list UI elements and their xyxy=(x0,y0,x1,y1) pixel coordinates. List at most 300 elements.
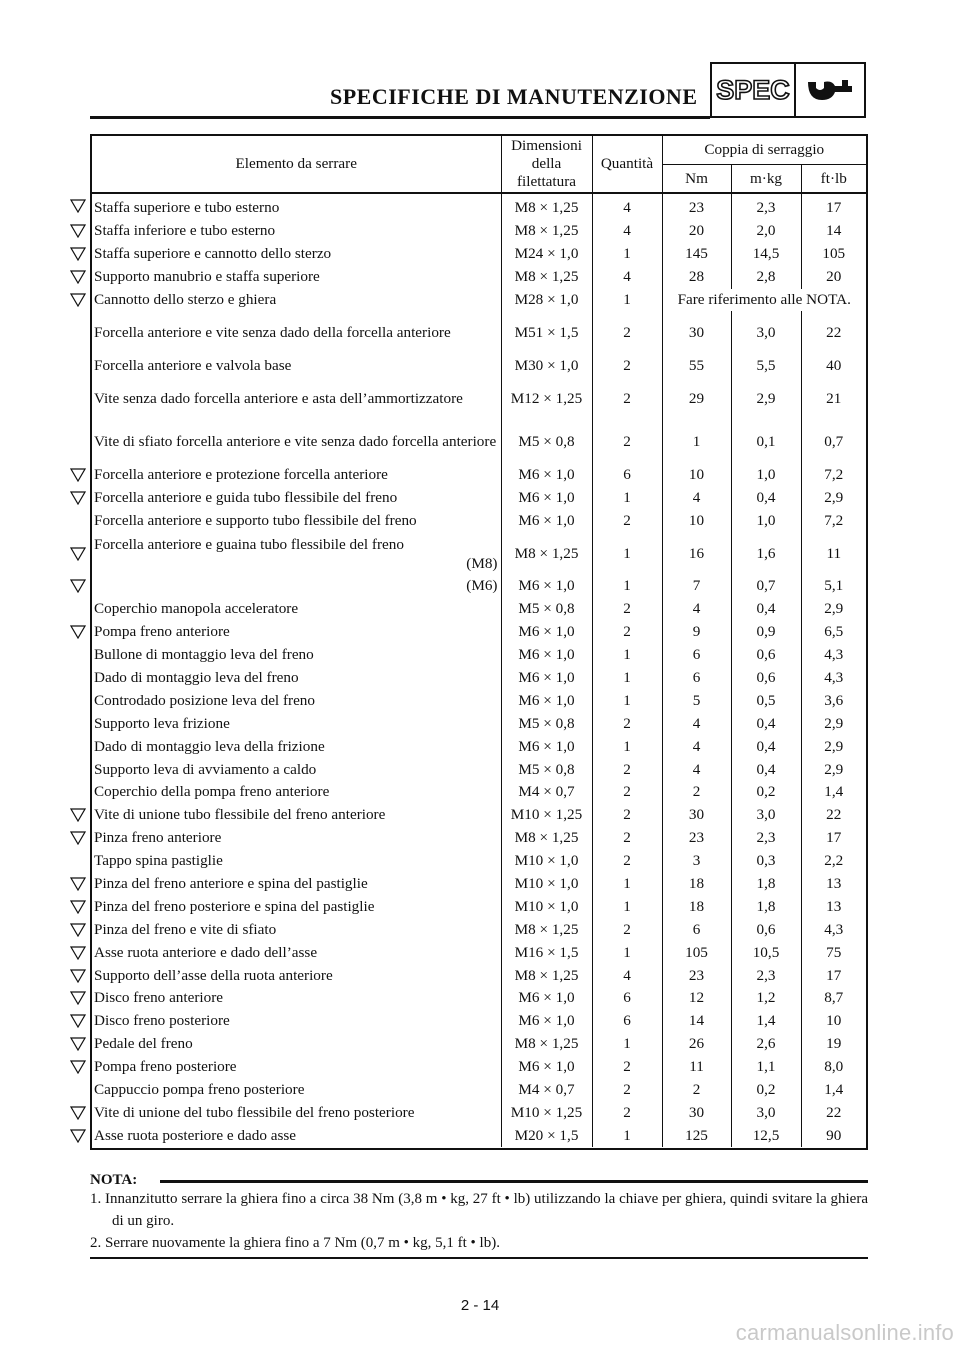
cell-mkg: 1,8 xyxy=(731,895,801,918)
cell-nm: 2 xyxy=(662,1079,731,1102)
cell-mkg: 3,0 xyxy=(731,804,801,827)
item-name: Tappo spina pastiglie xyxy=(94,852,223,870)
cell-qty: 2 xyxy=(592,758,662,781)
cell-thread: M10 × 1,0 xyxy=(501,873,592,896)
cell-nm: 2 xyxy=(662,781,731,804)
nota-label: NOTA: xyxy=(90,1172,138,1188)
cell-nm: 4 xyxy=(662,486,731,509)
cell-thread: M6 × 1,0 xyxy=(501,689,592,712)
cell-mkg: 10,5 xyxy=(731,941,801,964)
cell-ftlb: 17 xyxy=(826,966,842,984)
tighten-mark-icon xyxy=(70,247,86,261)
table-row xyxy=(92,987,866,1010)
col-torque-header: Coppia di serraggio xyxy=(704,141,825,158)
cell-item xyxy=(92,1102,501,1125)
note-item-2: 2. Serrare nuovamente la ghiera fino a 7 Nm (0,7 m • kg, 5,1 ft • lb). xyxy=(90,1235,500,1251)
item-name: Vite senza dado forcella anteriore e asta dell’ammortizzatore xyxy=(94,389,463,407)
cell-item xyxy=(92,827,501,850)
cell-mkg: 0,1 xyxy=(731,420,801,463)
tighten-mark-icon xyxy=(70,1106,86,1120)
table-row xyxy=(92,644,866,667)
cell-mkg: 0,6 xyxy=(731,644,801,667)
cell-qty: 2 xyxy=(592,621,662,644)
tighten-mark-icon xyxy=(70,991,86,1005)
table-row xyxy=(92,289,866,312)
cell-item xyxy=(92,1079,501,1102)
cell-thread: M12 × 1,25 xyxy=(501,377,592,420)
tighten-mark-icon xyxy=(70,831,86,845)
item-name: Pedale del freno xyxy=(94,1035,193,1053)
page-number: 2 - 14 xyxy=(460,1297,500,1314)
item-name: Cappuccio pompa freno posteriore xyxy=(94,1081,305,1099)
cell-qty: 4 xyxy=(592,220,662,243)
cell-item xyxy=(92,987,501,1010)
table-row xyxy=(92,1033,866,1056)
cell-nm: 29 xyxy=(662,377,731,420)
item-name: Staffa inferiore e tubo esterno xyxy=(94,222,276,240)
cell-mkg: 1,4 xyxy=(731,1010,801,1033)
item-name: Forcella anteriore e supporto tubo flessibile del freno xyxy=(94,511,417,529)
tighten-mark-icon xyxy=(70,270,86,284)
cell-nm: 105 xyxy=(662,941,731,964)
tighten-mark-icon xyxy=(70,468,86,482)
cell-nm: 12 xyxy=(662,987,731,1010)
cell-nm: 6 xyxy=(662,918,731,941)
cell-qty: 1 xyxy=(592,735,662,758)
table-row xyxy=(92,486,866,509)
cell-nm: 28 xyxy=(662,266,731,289)
cell-qty: 1 xyxy=(592,486,662,509)
cell-item xyxy=(92,873,501,896)
table-row xyxy=(92,243,866,266)
cell-item xyxy=(92,712,501,735)
wrench-icon xyxy=(796,64,864,116)
tighten-mark-icon xyxy=(70,1014,86,1028)
cell-thread: M8 × 1,25 xyxy=(501,964,592,987)
spec-badge-label: SPEC xyxy=(712,64,796,116)
cell-mkg: 2,3 xyxy=(731,964,801,987)
cell-qty: 4 xyxy=(592,266,662,289)
item-name: Coperchio manopola acceleratore xyxy=(94,600,299,618)
item-name: Cannotto dello sterzo e ghiera xyxy=(94,291,277,308)
cell-thread: M6 × 1,0 xyxy=(501,644,592,667)
table-row xyxy=(92,667,866,690)
cell-ftlb: 8,0 xyxy=(824,1058,844,1076)
cell-mkg: 0,6 xyxy=(731,667,801,690)
cell-item xyxy=(92,918,501,941)
table-row xyxy=(92,463,866,486)
cell-ftlb: 0,7 xyxy=(824,432,844,450)
cell-nm: 7 xyxy=(662,575,731,598)
cell-mkg: 0,2 xyxy=(731,781,801,804)
table-row xyxy=(92,377,866,420)
cell-nm: 4 xyxy=(662,758,731,781)
cell-nm: 20 xyxy=(662,220,731,243)
cell-nm: 16 xyxy=(662,532,731,575)
cell-item xyxy=(92,781,501,804)
cell-nm: 125 xyxy=(662,1124,731,1147)
table-row xyxy=(92,895,866,918)
spec-badge xyxy=(710,62,866,118)
cell-item xyxy=(92,1010,501,1033)
cell-qty: 2 xyxy=(592,850,662,873)
item-name: Vite di unione del tubo flessibile del freno posteriore xyxy=(94,1103,415,1121)
cell-item xyxy=(92,266,501,289)
cell-item xyxy=(92,598,501,621)
tighten-mark-icon xyxy=(70,579,86,593)
col-qty-header: Quantità xyxy=(592,136,662,193)
item-name: Coperchio della pompa freno anteriore xyxy=(94,783,330,801)
cell-ftlb: 3,6 xyxy=(824,691,844,709)
cell-mkg: 2,9 xyxy=(731,377,801,420)
cell-thread: M16 × 1,5 xyxy=(501,941,592,964)
item-name: Forcella anteriore e guaina tubo flessibile del freno xyxy=(94,535,404,553)
cell-ftlb: 6,5 xyxy=(824,623,844,641)
cell-ftlb: 14 xyxy=(826,222,842,240)
cell-ftlb: 4,3 xyxy=(824,669,844,687)
tighten-mark-icon xyxy=(70,224,86,238)
item-name: Forcella anteriore e vite senza dado della forcella anteriore xyxy=(94,323,451,341)
item-name: Bullone di montaggio leva del freno xyxy=(94,646,314,664)
cell-qty: 1 xyxy=(592,532,662,575)
cell-thread: M8 × 1,25 xyxy=(501,193,592,220)
tighten-mark-icon xyxy=(70,547,86,561)
cell-ftlb: 13 xyxy=(826,875,842,893)
page-title: SPECIFICHE DI MANUTENZIONE xyxy=(330,84,698,109)
cell-nm: 55 xyxy=(662,354,731,377)
cell-thread: M8 × 1,25 xyxy=(501,532,592,575)
cell-nm: 145 xyxy=(662,243,731,266)
cell-mkg: 0,4 xyxy=(731,712,801,735)
cell-mkg: 0,4 xyxy=(731,486,801,509)
cell-item xyxy=(92,1124,501,1147)
note-item-1: 1. Innanzitutto serrare la ghiera fino a circa 38 Nm (3,8 m • kg, 27 ft • lb) utilizzando la chiave per ghiera, quindi svitare la ghiera di un giro. xyxy=(90,1191,868,1229)
item-name: Staffa superiore e cannotto dello sterzo xyxy=(94,245,332,263)
cell-ftlb: 22 xyxy=(826,806,842,824)
item-name: Forcella anteriore e valvola base xyxy=(94,356,292,374)
table-row xyxy=(92,1124,866,1147)
item-name: Asse ruota anteriore e dado dell’asse xyxy=(94,943,318,961)
cell-qty: 1 xyxy=(592,895,662,918)
cell-thread: M6 × 1,0 xyxy=(501,1010,592,1033)
cell-mkg: 1,0 xyxy=(731,509,801,532)
cell-nm: 18 xyxy=(662,895,731,918)
cell-qty: 2 xyxy=(592,712,662,735)
cell-ftlb: 11 xyxy=(826,544,842,562)
cell-ftlb: 1,4 xyxy=(824,1081,844,1099)
cell-nm: 4 xyxy=(662,735,731,758)
cell-item xyxy=(92,621,501,644)
cell-ftlb: 2,9 xyxy=(824,714,844,732)
table-row xyxy=(92,1010,866,1033)
cell-ftlb: 75 xyxy=(826,943,842,961)
table-row xyxy=(92,354,866,377)
cell-item xyxy=(92,644,501,667)
nota-rule xyxy=(160,1180,868,1183)
cell-nm: 10 xyxy=(662,463,731,486)
cell-item xyxy=(92,1056,501,1079)
table-row xyxy=(92,598,866,621)
cell-ftlb: 22 xyxy=(826,323,842,341)
cell-thread: M8 × 1,25 xyxy=(501,827,592,850)
item-name: Vite di sfiato forcella anteriore e vite senza dado forcella anteriore xyxy=(94,432,497,450)
cell-mkg: 1,1 xyxy=(731,1056,801,1079)
table-row xyxy=(92,266,866,289)
item-name: Supporto leva frizione xyxy=(94,714,230,732)
table-row xyxy=(92,509,866,532)
cell-qty: 2 xyxy=(592,1056,662,1079)
cell-qty: 1 xyxy=(592,689,662,712)
item-name: Pinza freno anteriore xyxy=(94,829,222,847)
cell-item xyxy=(92,193,501,220)
cell-nm: 6 xyxy=(662,644,731,667)
cell-item xyxy=(92,289,501,312)
cell-mkg: 1,8 xyxy=(731,873,801,896)
cell-qty: 4 xyxy=(592,193,662,220)
tighten-mark-icon xyxy=(70,1037,86,1051)
table-body xyxy=(92,193,866,1147)
tighten-mark-icon xyxy=(70,1129,86,1143)
cell-qty: 1 xyxy=(592,289,662,312)
cell-item xyxy=(92,689,501,712)
cell-nm: 14 xyxy=(662,1010,731,1033)
item-name: Supporto manubrio e staffa superiore xyxy=(94,268,320,286)
table-row xyxy=(92,1079,866,1102)
cell-ftlb: 17 xyxy=(826,829,842,847)
cell-qty: 6 xyxy=(592,987,662,1010)
cell-mkg: 3,0 xyxy=(731,311,801,354)
item-size-suffix: (M6) xyxy=(466,577,498,595)
table-row xyxy=(92,193,866,220)
cell-ftlb: 19 xyxy=(826,1035,842,1053)
cell-mkg: 1,2 xyxy=(731,987,801,1010)
cell-thread: M10 × 1,25 xyxy=(501,804,592,827)
cell-item xyxy=(92,354,501,377)
cell-qty: 2 xyxy=(592,377,662,420)
cell-mkg: 0,4 xyxy=(731,758,801,781)
cell-mkg: 0,2 xyxy=(731,1079,801,1102)
cell-mkg: 0,6 xyxy=(731,918,801,941)
table-row xyxy=(92,532,866,575)
cell-thread: M8 × 1,25 xyxy=(501,918,592,941)
item-name: Disco freno anteriore xyxy=(94,989,224,1007)
item-name: Pompa freno anteriore xyxy=(94,623,230,641)
cell-thread: M6 × 1,0 xyxy=(501,509,592,532)
tighten-mark-icon xyxy=(70,923,86,937)
cell-qty: 2 xyxy=(592,918,662,941)
cell-ftlb: 2,9 xyxy=(824,760,844,778)
cell-nm: 3 xyxy=(662,850,731,873)
cell-nm: 18 xyxy=(662,873,731,896)
table-row xyxy=(92,873,866,896)
item-size-suffix: (M8) xyxy=(466,554,498,572)
cell-qty: 1 xyxy=(592,575,662,598)
cell-nm: 11 xyxy=(662,1056,731,1079)
item-name: Supporto dell’asse della ruota anteriore xyxy=(94,966,333,984)
cell-thread: M24 × 1,0 xyxy=(501,243,592,266)
cell-thread: M10 × 1,0 xyxy=(501,850,592,873)
col-item-header: Elemento da serrare xyxy=(92,136,501,193)
cell-item xyxy=(92,311,501,354)
item-name: Disco freno posteriore xyxy=(94,1012,230,1030)
item-name: Forcella anteriore e protezione forcella anteriore xyxy=(94,465,388,483)
cell-item xyxy=(92,667,501,690)
cell-qty: 6 xyxy=(592,463,662,486)
cell-mkg: 1,6 xyxy=(731,532,801,575)
table-row xyxy=(92,758,866,781)
cell-thread: M6 × 1,0 xyxy=(501,621,592,644)
cell-nm: 23 xyxy=(662,193,731,220)
cell-item xyxy=(92,463,501,486)
cell-nm: 26 xyxy=(662,1033,731,1056)
cell-ftlb: 10 xyxy=(826,1012,842,1030)
cell-ftlb: 17 xyxy=(826,199,842,217)
cell-nm: 10 xyxy=(662,509,731,532)
cell-thread: M6 × 1,0 xyxy=(501,463,592,486)
cell-thread: M6 × 1,0 xyxy=(501,1056,592,1079)
cell-ftlb: 20 xyxy=(826,268,842,286)
col-thread-header: Dimensioni della filettatura xyxy=(501,136,592,193)
tighten-mark-icon xyxy=(70,969,86,983)
item-name: Forcella anteriore e guida tubo flessibile del freno xyxy=(94,488,398,506)
table-row xyxy=(92,850,866,873)
cell-item xyxy=(92,1033,501,1056)
tighten-mark-icon xyxy=(70,491,86,505)
table-row xyxy=(92,220,866,243)
cell-nm: 1 xyxy=(662,420,731,463)
cell-mkg: 0,7 xyxy=(731,575,801,598)
cell-mkg: 0,9 xyxy=(731,621,801,644)
tighten-mark-icon xyxy=(70,877,86,891)
col-ftlb-header: ft·lb xyxy=(801,165,866,194)
cell-ftlb: 13 xyxy=(826,897,842,915)
cell-mkg: 0,5 xyxy=(731,689,801,712)
cell-qty: 4 xyxy=(592,964,662,987)
cell-thread: M4 × 0,7 xyxy=(501,781,592,804)
cell-ftlb: 105 xyxy=(822,245,846,263)
cell-ftlb: 21 xyxy=(826,389,842,407)
item-name: Pinza del freno posteriore e spina del pastiglie xyxy=(94,897,375,915)
table-row xyxy=(92,689,866,712)
tighten-mark-icon xyxy=(70,808,86,822)
cell-thread: M6 × 1,0 xyxy=(501,667,592,690)
tighten-mark-icon xyxy=(70,199,86,213)
cell-item xyxy=(92,509,501,532)
cell-item xyxy=(92,758,501,781)
header-rule xyxy=(90,116,710,119)
cell-ftlb: 40 xyxy=(826,356,842,374)
table-row xyxy=(92,918,866,941)
cell-nm: 30 xyxy=(662,804,731,827)
table-row xyxy=(92,575,866,598)
cell-item xyxy=(92,377,501,420)
cell-thread: M4 × 0,7 xyxy=(501,1079,592,1102)
col-nm-header: Nm xyxy=(662,165,731,194)
cell-item xyxy=(92,243,501,266)
torque-table xyxy=(90,134,868,1150)
table-row xyxy=(92,781,866,804)
cell-mkg: 14,5 xyxy=(731,243,801,266)
cell-qty: 1 xyxy=(592,1033,662,1056)
cell-ftlb: 2,2 xyxy=(824,852,844,870)
watermark: carmanualsonline.info xyxy=(735,1320,954,1345)
cell-nm: 23 xyxy=(662,964,731,987)
cell-mkg: 3,0 xyxy=(731,1102,801,1125)
item-name: Supporto leva di avviamento a caldo xyxy=(94,760,317,778)
table-row xyxy=(92,827,866,850)
item-name: Asse ruota posteriore e dado asse xyxy=(94,1126,297,1144)
tighten-mark-icon xyxy=(70,946,86,960)
cell-thread: M8 × 1,25 xyxy=(501,1033,592,1056)
cell-nm: 6 xyxy=(662,667,731,690)
cell-item xyxy=(92,532,501,575)
table-row xyxy=(92,311,866,354)
cell-qty: 1 xyxy=(592,941,662,964)
item-name: Pompa freno posteriore xyxy=(94,1058,237,1076)
table-row xyxy=(92,1056,866,1079)
cell-thread: M5 × 0,8 xyxy=(501,712,592,735)
cell-mkg: 2,0 xyxy=(731,220,801,243)
tighten-mark-icon xyxy=(70,293,86,307)
cell-qty: 2 xyxy=(592,1102,662,1125)
cell-item xyxy=(92,804,501,827)
cell-thread: M30 × 1,0 xyxy=(501,354,592,377)
cell-item xyxy=(92,220,501,243)
cell-ftlb: 7,2 xyxy=(824,511,844,529)
cell-thread: M5 × 0,8 xyxy=(501,420,592,463)
cell-mkg: 2,8 xyxy=(731,266,801,289)
cell-thread: M8 × 1,25 xyxy=(501,266,592,289)
cell-mkg: 0,4 xyxy=(731,735,801,758)
cell-ftlb: 90 xyxy=(826,1126,842,1144)
cell-qty: 2 xyxy=(592,804,662,827)
cell-item xyxy=(92,735,501,758)
item-name: Staffa superiore e tubo esterno xyxy=(94,199,280,217)
cell-mkg: 2,6 xyxy=(731,1033,801,1056)
cell-nm: 4 xyxy=(662,598,731,621)
table-row xyxy=(92,712,866,735)
bottom-rule xyxy=(90,1257,868,1259)
cell-thread: M5 × 0,8 xyxy=(501,598,592,621)
cell-nm: 30 xyxy=(662,311,731,354)
item-name: Dado di montaggio leva della frizione xyxy=(94,737,325,755)
cell-qty: 1 xyxy=(592,667,662,690)
cell-thread: M8 × 1,25 xyxy=(501,220,592,243)
cell-qty: 2 xyxy=(592,420,662,463)
cell-thread: M51 × 1,5 xyxy=(501,311,592,354)
cell-mkg: 5,5 xyxy=(731,354,801,377)
cell-ftlb: 1,4 xyxy=(824,783,844,801)
cell-thread: M10 × 1,25 xyxy=(501,1102,592,1125)
table-row xyxy=(92,420,866,463)
cell-mkg: 2,3 xyxy=(731,193,801,220)
cell-ftlb: 2,9 xyxy=(824,488,844,506)
item-name: Vite di unione tubo flessibile del freno anteriore xyxy=(94,806,386,824)
cell-thread: M6 × 1,0 xyxy=(501,486,592,509)
tighten-mark-icon xyxy=(70,1060,86,1074)
cell-nm: 9 xyxy=(662,621,731,644)
cell-ftlb: 2,9 xyxy=(824,737,844,755)
cell-thread: M6 × 1,0 xyxy=(501,575,592,598)
table-row xyxy=(92,735,866,758)
cell-ftlb: 8,7 xyxy=(824,989,844,1007)
cell-thread: M5 × 0,8 xyxy=(501,758,592,781)
table-row xyxy=(92,621,866,644)
tighten-mark-icon xyxy=(70,900,86,914)
cell-item xyxy=(92,895,501,918)
cell-item xyxy=(92,941,501,964)
cell-item xyxy=(92,964,501,987)
